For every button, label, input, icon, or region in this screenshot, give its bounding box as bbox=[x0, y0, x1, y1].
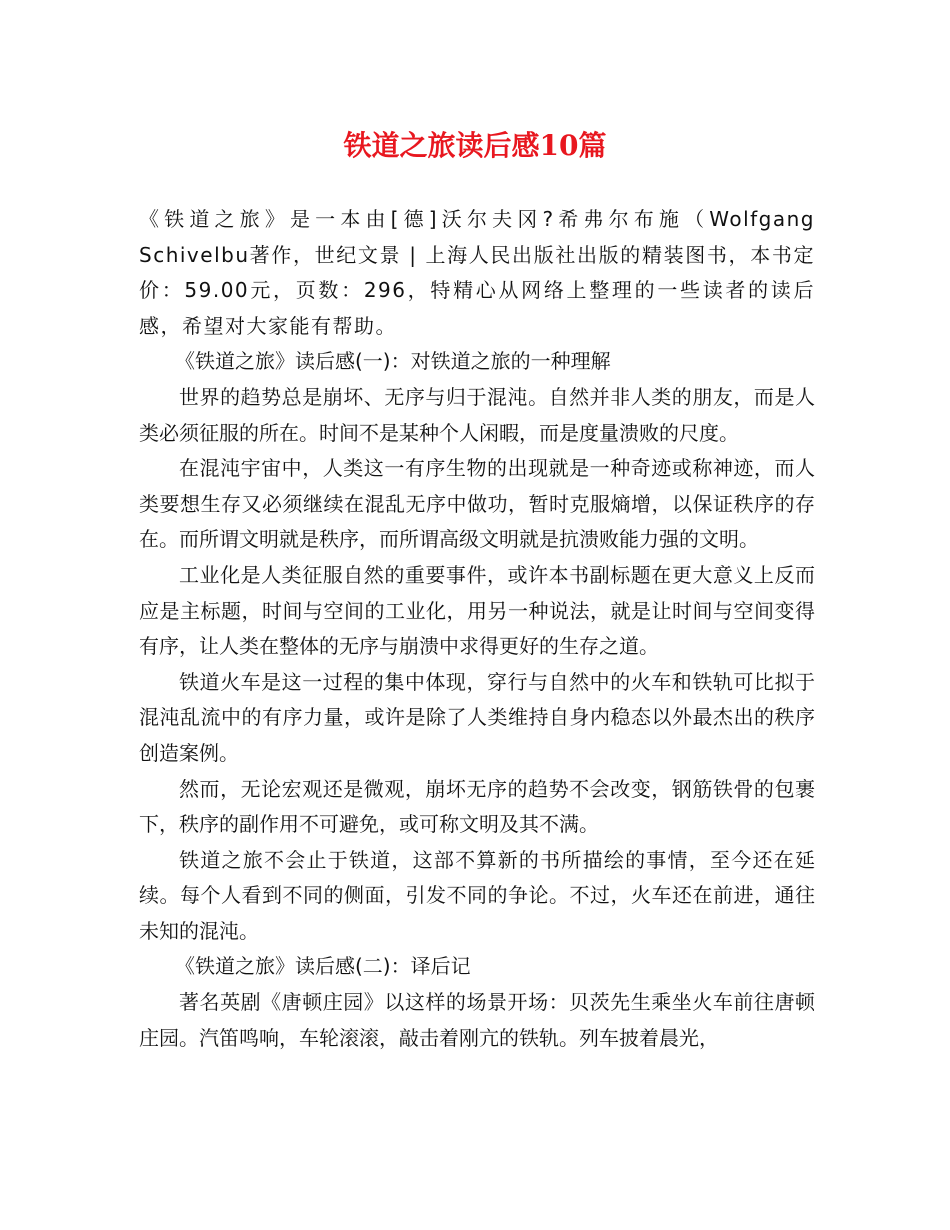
document-body bbox=[139, 202, 815, 1056]
body-paragraph: 铁道之旅不会止于铁道，这部不算新的书所描绘的事情，至今还在延续。每个人看到不同的侧面，引发不同的争论。不过，火车还在前进，通往未知的混沌。 bbox=[139, 847, 815, 943]
intro-paragraph: 《铁道之旅》是一本由[德]沃尔夫冈?希弗尔布施（Wolfgang Schivelbu著作，世纪文景 | 上海人民出版社出版的精装图书，本书定价：59.00元，页数：296，特精心从网络上整理的一些读者的读后感，希望对大家能有帮助。 bbox=[139, 207, 815, 338]
section-heading-1: 《铁道之旅》读后感(一)：对铁道之旅的一种理解 bbox=[175, 349, 611, 374]
body-paragraph: 著名英剧《唐顿庄园》以这样的场景开场：贝茨先生乘坐火车前往唐顿庄园。汽笛鸣响，车轮滚滚，敲击着刚亢的铁轨。列车披着晨光， bbox=[139, 990, 815, 1050]
body-paragraph: 在混沌宇宙中，人类这一有序生物的出现就是一种奇迹或称神迹，而人类要想生存又必须继续在混乱无序中做功，暂时克服熵增，以保证秩序的存在。而所谓文明就是秩序，而所谓高级文明就是抗溃败能力强的文明。 bbox=[139, 456, 815, 552]
section-heading-2: 《铁道之旅》读后感(二)：译后记 bbox=[175, 954, 471, 979]
document-title: 铁道之旅读后感10篇 bbox=[343, 129, 607, 162]
body-paragraph: 工业化是人类征服自然的重要事件，或许本书副标题在更大意义上反而应是主标题，时间与空间的工业化，用另一种说法，就是让时间与空间变得有序，让人类在整体的无序与崩溃中求得更好的生存之道。 bbox=[139, 562, 815, 659]
body-paragraph: 然而，无论宏观还是微观，崩坏无序的趋势不会改变，钢筋铁骨的包裹下，秩序的副作用不可避免，或可称文明及其不满。 bbox=[139, 776, 815, 837]
body-paragraph: 世界的趋势总是崩坏、无序与归于混沌。自然并非人类的朋友，而是人类必须征服的所在。时间不是某种个人闲暇，而是度量溃败的尺度。 bbox=[139, 384, 815, 445]
body-paragraph: 铁道火车是这一过程的集中体现，穿行与自然中的火车和铁轨可比拟于混沌乱流中的有序力量，或许是除了人类维持自身内稳态以外最杰出的秩序创造案例。 bbox=[139, 669, 815, 765]
